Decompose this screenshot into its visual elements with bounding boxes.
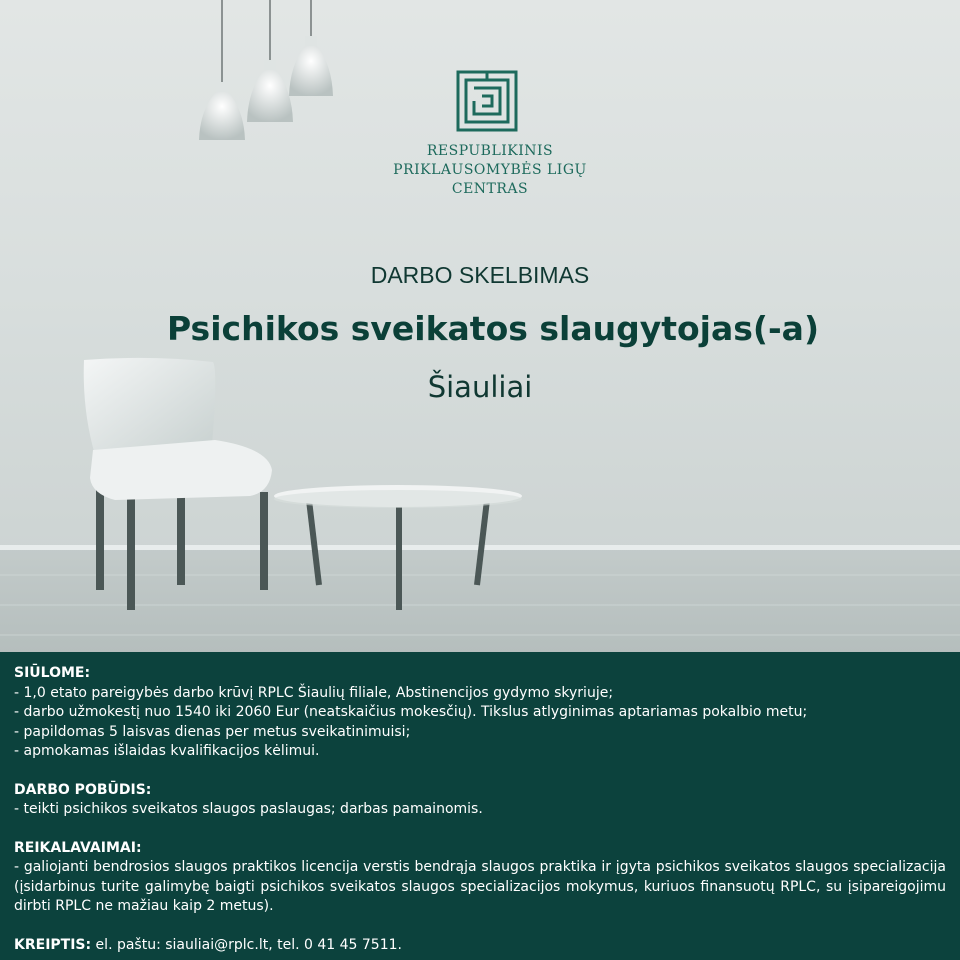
org-name-line-3: CENTRAS xyxy=(451,181,529,197)
requirements-heading: REIKALAVAIMAI: xyxy=(14,839,142,856)
ad-label: DARBO SKELBIMAS xyxy=(370,262,590,288)
job-title: Psichikos sveikatos slaugytojas(-a) xyxy=(166,309,820,348)
job-details-panel xyxy=(0,652,960,960)
work-nature-heading: DARBO POBŪDIS: xyxy=(14,781,152,798)
offer-heading: SIŪLOME: xyxy=(14,665,91,681)
offer-item: - apmokamas išlaidas kvalifikacijos kėlimui. xyxy=(14,743,320,759)
contact-text[interactable]: el. paštu: siauliai@rplc.lt, tel. 0 41 45 7511. xyxy=(91,936,402,953)
org-name-line-2: PRIKLAUSOMYBĖS LIGŲ xyxy=(393,162,587,178)
pendant-lamps-icon xyxy=(199,0,333,140)
work-nature-text: - teikti psichikos sveikatos slaugos paslaugas; darbas pamainomis. xyxy=(14,801,483,817)
job-city: Šiauliai xyxy=(427,370,533,404)
offer-item: - papildomas 5 laisvas dienas per metus sveikatinimuisi; xyxy=(14,723,411,740)
org-name-line-1: RESPUBLIKINIS xyxy=(426,143,554,159)
contact-heading: KREIPTIS: xyxy=(14,936,92,953)
offer-item: - 1,0 etato pareigybės darbo krūvį RPLC Šiaulių filiale, Abstinencijos gydymo skyriuje; xyxy=(14,684,614,701)
contact-line xyxy=(14,936,946,956)
offer-item: - darbo užmokestį nuo 1540 iki 2060 Eur (neatskaičius mokesčių). Tikslus atlyginimas aptariamas pokalbio metu; xyxy=(14,704,808,720)
requirements-text: - galiojanti bendrosios slaugos praktikos licencija verstis bendrąja slaugos praktika ir įgyta psichikos sveikatos slaugos specializacija (įsidarbinus turite galimybę baigti psichikos sveikatos slaugos specializacijos mokymus, kuriuos finansuotų RPLC, su įsipareigojimu dirbti RPLC ne mažiau kaip 2 metus). xyxy=(14,859,946,914)
rplc-maze-logo-icon xyxy=(456,70,518,132)
